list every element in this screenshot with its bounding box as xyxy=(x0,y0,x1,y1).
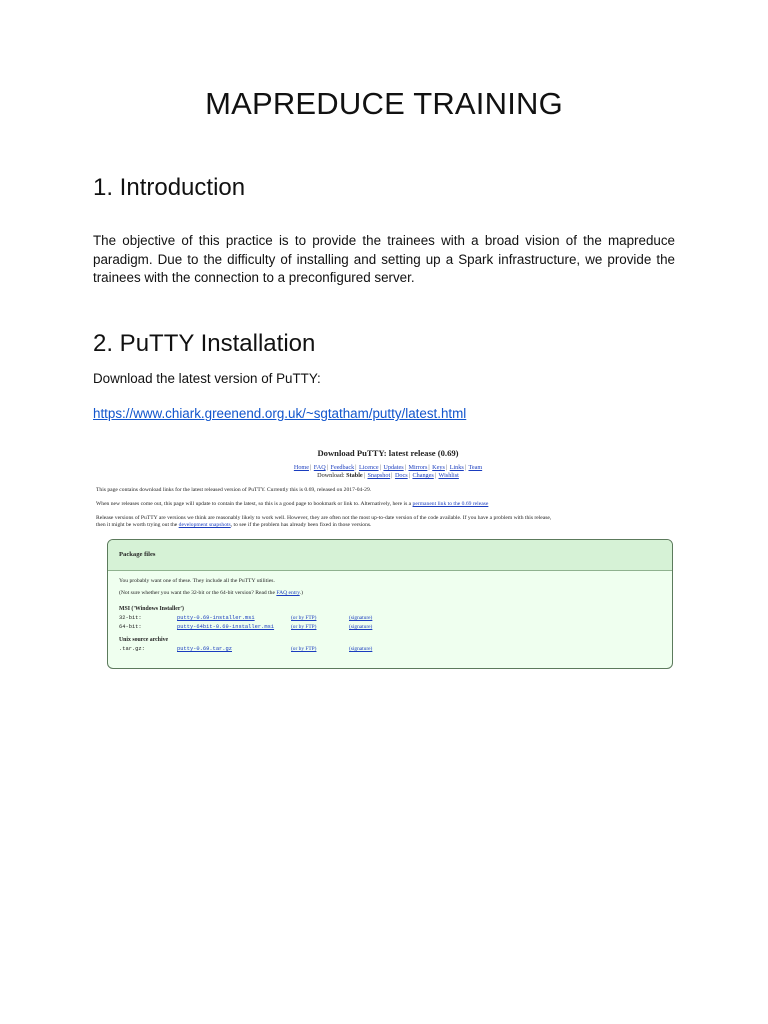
nav-faq-link[interactable]: FAQ xyxy=(313,464,326,471)
section-heading-putty-installation: 2. PuTTY Installation xyxy=(93,330,316,357)
package-intro: You probably want one of these. They include all the PuTTY utilities. xyxy=(119,578,275,584)
screenshot-update-text xyxy=(96,501,676,508)
development-snapshots-link[interactable]: development snapshots xyxy=(178,522,231,528)
nav-mirrors-link[interactable]: Mirrors xyxy=(408,464,428,471)
faq-entry-link[interactable]: FAQ entry xyxy=(276,590,300,596)
nav-snapshot-link[interactable]: Snapshot xyxy=(367,472,391,479)
screenshot-update-text-body: When new releases come out, this page will update to contain the latest, so this is a good page to bookmark or link to. Alternatively, here is a xyxy=(96,501,412,507)
screenshot-nav-row-2: Download: Stable| Snapshot| Docs| Changes| Wishlist xyxy=(317,472,459,479)
unix-row-targz xyxy=(119,645,659,653)
unix-targz-ftp-link[interactable]: (or by FTP) xyxy=(291,646,317,652)
package-note xyxy=(119,590,303,597)
nav-team-link[interactable]: Team xyxy=(468,464,483,471)
package-files-box xyxy=(107,539,673,669)
row-arch: 64-bit: xyxy=(119,624,142,630)
page-title: MAPREDUCE TRAINING xyxy=(205,86,563,121)
nav-links-link[interactable]: Links xyxy=(449,464,464,471)
nav-home-link[interactable]: Home xyxy=(293,464,309,471)
row-arch: 32-bit: xyxy=(119,615,142,621)
screenshot-release-text-2: then it might be worth trying out the xyxy=(96,522,178,528)
msi-32bit-signature-link[interactable]: (signature) xyxy=(349,615,373,621)
screenshot-nav-row-1: Home| FAQ| Feedback| Licence| Updates| Mirrors| Keys| Links| Team xyxy=(293,464,483,471)
msi-row-32bit xyxy=(119,614,659,622)
msi-64bit-ftp-link[interactable]: (or by FTP) xyxy=(291,624,317,630)
msi-32bit-ftp-link[interactable]: (or by FTP) xyxy=(291,615,317,621)
screenshot-release-text-1: Release versions of PuTTY are versions we think are reasonably likely to work well. However, they are often not the most up-to-date version of the code available. If you have a problem with this release, xyxy=(96,515,552,521)
nav-feedback-link[interactable]: Feedback xyxy=(330,464,355,471)
screenshot-title: Download PuTTY: latest release (0.69) xyxy=(317,448,459,458)
nav-docs-link[interactable]: Docs xyxy=(394,472,408,479)
nav-wishlist-link[interactable]: Wishlist xyxy=(438,472,459,479)
msi-32bit-download-link[interactable]: putty-0.69-installer.msi xyxy=(177,615,255,621)
nav-keys-link[interactable]: Keys xyxy=(432,464,445,471)
putty-download-page-screenshot xyxy=(93,442,683,674)
package-files-heading: Package files xyxy=(108,540,672,571)
msi-row-64bit xyxy=(119,623,659,631)
introduction-paragraph: The objective of this practice is to provide the trainees with a broad vision of the mapreduce paradigm. Due to the difficulty of installing and setting up a Spark infrastructure, we provide the trainees with the connection to a preconfigured server. xyxy=(93,233,675,286)
section-heading-introduction: 1. Introduction xyxy=(93,174,246,201)
nav-stable-current: Stable xyxy=(346,472,363,479)
unix-targz-download-link[interactable]: putty-0.69.tar.gz xyxy=(177,646,232,652)
screenshot-release-text-3: , to see if the problem has already been fixed in those versions. xyxy=(230,522,372,528)
download-instruction: Download the latest version of PuTTY: xyxy=(93,371,321,386)
msi-64bit-signature-link[interactable]: (signature) xyxy=(349,624,373,630)
nav-licence-link[interactable]: Licence xyxy=(359,464,379,471)
unix-source-label: Unix source archive xyxy=(119,637,169,643)
screenshot-nav xyxy=(93,464,683,480)
msi-label: MSI ('Windows Installer') xyxy=(119,606,184,612)
nav-updates-link[interactable]: Updates xyxy=(383,464,404,471)
unix-targz-signature-link[interactable]: (signature) xyxy=(349,646,373,652)
msi-64bit-download-link[interactable]: putty-64bit-0.69-installer.msi xyxy=(177,624,275,630)
package-note-end: .) xyxy=(299,590,303,596)
package-note-text: (Not sure whether you want the 32-bit or the 64-bit version? Read the xyxy=(119,590,275,596)
nav-changes-link[interactable]: Changes xyxy=(412,472,434,479)
permanent-link[interactable]: permanent link to the 0.69 release xyxy=(412,501,489,507)
screenshot-intro-text: This page contains download links for the latest released version of PuTTY. Currently this is 0.69, released on 2017-04-29. xyxy=(96,487,372,493)
row-arch: .tar.gz: xyxy=(119,646,145,652)
screenshot-release-text xyxy=(96,515,676,529)
nav-download-label: Download: xyxy=(317,472,345,479)
putty-download-link[interactable]: https://www.chiark.greenend.org.uk/~sgtatham/putty/latest.html xyxy=(93,406,467,421)
